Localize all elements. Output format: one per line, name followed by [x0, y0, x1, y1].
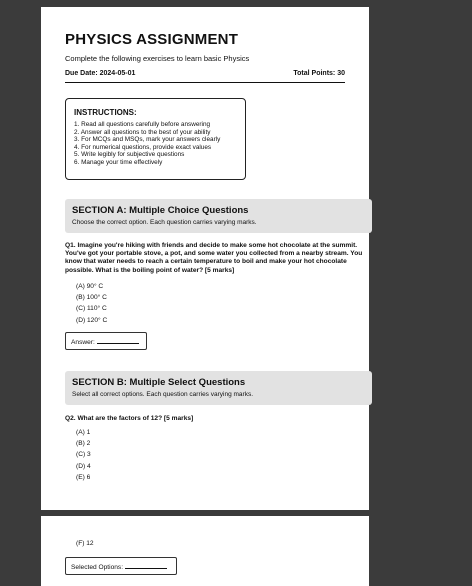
option-d[interactable]: (D) 120° C	[76, 316, 108, 324]
option-a[interactable]: (A) 1	[76, 429, 91, 436]
answer-blank[interactable]	[97, 337, 139, 344]
question-1-text: Q1. Imagine you're hiking with friends and decide to make some hot chocolate at the summit. You've got your portable stove, a pot, and some water you collected from a nearby stream. You know that water needs to reach a certain temperature to boil and make your hot chocolate possible. What is the boiling point of water? [5 marks]	[65, 242, 363, 274]
question-2-options	[76, 427, 91, 483]
instruction-item: 4. For numerical questions, provide exact values	[74, 143, 212, 151]
section-a-header	[65, 199, 372, 233]
document-page-1	[41, 7, 369, 510]
instructions-title: INSTRUCTIONS:	[74, 108, 137, 117]
selected-options-field[interactable]	[65, 557, 177, 575]
instruction-item: 6. Manage your time effectively	[74, 158, 163, 166]
assignment-subtitle: Complete the following exercises to learn basic Physics	[65, 54, 250, 63]
selected-options-label: Selected Options:	[71, 564, 124, 571]
assignment-meta	[65, 70, 345, 77]
instructions-list	[74, 121, 237, 167]
option-e[interactable]: (E) 6	[76, 473, 91, 481]
instruction-item: 1. Read all questions carefully before answering	[74, 121, 211, 128]
instruction-item: 5. Write legibly for subjective questions	[74, 151, 185, 159]
total-points: Total Points: 30	[293, 70, 345, 77]
question-2-text: Q2. What are the factors of 12? [5 marks]	[65, 415, 194, 422]
selected-options-blank[interactable]	[125, 562, 167, 569]
option-d[interactable]: (D) 4	[76, 462, 91, 470]
question-2-options-continued	[76, 538, 94, 549]
document-page-2	[41, 516, 369, 586]
header-divider	[65, 82, 345, 83]
option-c[interactable]: (C) 110° C	[76, 305, 107, 313]
instruction-item: 2. Answer all questions to the best of your ability	[74, 128, 211, 136]
section-a-title: SECTION A: Multiple Choice Questions	[72, 205, 249, 216]
option-f[interactable]: (F) 12	[76, 540, 94, 547]
section-b-title: SECTION B: Multiple Select Questions	[72, 377, 246, 388]
option-b[interactable]: (B) 2	[76, 440, 91, 448]
answer-field[interactable]	[65, 332, 147, 350]
option-c[interactable]: (C) 3	[76, 451, 91, 459]
option-b[interactable]: (B) 100° C	[76, 294, 107, 302]
instructions-box	[65, 98, 246, 180]
section-a-description: Choose the correct option. Each question carries varying marks.	[72, 219, 257, 226]
instruction-item: 3. For MCQs and MSQs, mark your answers clearly	[74, 136, 221, 144]
answer-label: Answer:	[71, 339, 95, 346]
due-date: Due Date: 2024-05-01	[65, 70, 136, 77]
assignment-title: PHYSICS ASSIGNMENT	[65, 31, 239, 48]
section-b-header	[65, 371, 372, 405]
option-a[interactable]: (A) 90° C	[76, 283, 104, 290]
section-b-description: Select all correct options. Each question carries varying marks.	[72, 391, 253, 398]
question-1-options	[76, 281, 107, 326]
